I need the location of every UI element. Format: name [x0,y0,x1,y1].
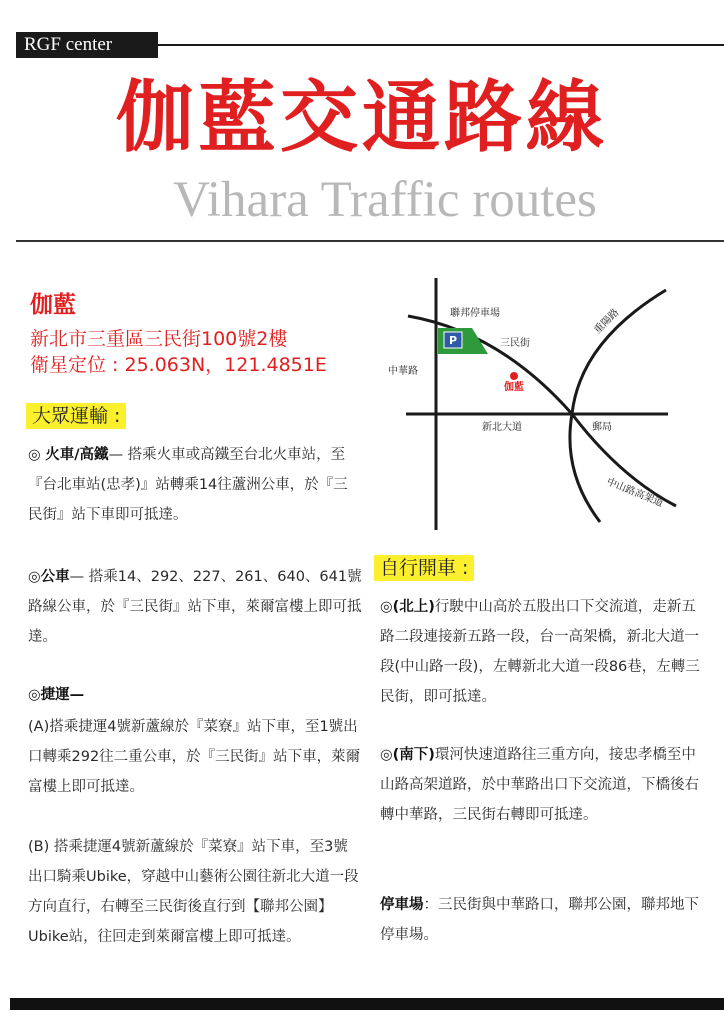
location-gps: 衛星定位 : 25.063N，121.4851E [30,354,327,376]
north-text: 行駛中山高於五股出口下交流道，走新五路二段連接新五路一段，台一高架橋，新北大道一段(中山路一段)，左轉新北大道一段86巷，左轉三民街，即可抵達。 [380,599,700,705]
vihara-marker-icon [510,372,518,380]
location-address: 新北市三重區三民街100號2樓 [30,328,288,350]
public-transport-heading [26,404,126,428]
driving-heading [374,556,474,580]
driving-north [380,592,706,712]
parking-text: ：三民街與中華路口，聯邦公園，聯邦地下停車場。 [380,897,699,943]
north-label: (北上) [392,599,435,615]
south-label: (南下) [392,747,435,763]
top-divider [16,240,724,242]
map-label-parking-lot: 聯邦停車場 [450,308,500,319]
bullet-icon: ◎ [28,569,41,585]
parking-label: 停車場 [380,897,424,913]
map-label-chongyang: 重陽路 [592,307,622,337]
bullet-icon: ◎ [380,599,393,615]
map-label-vihara: 伽藍 [504,382,524,393]
header-tag: RGF center [16,32,158,58]
bus-text: — 搭乘14、292、227、261、640、641號路線公車，於『三民街』站下車，萊爾富樓上即可抵達。 [28,569,362,645]
route-map [380,272,680,530]
driving-heading-text: 自行開車 : [374,555,474,581]
page-subtitle: Vihara Traffic routes [173,172,597,228]
mrt-heading [28,680,362,710]
mrt-dash: — [69,687,85,703]
train-text: — 搭乘火車或高鐵至台北火車站，至『台北車站(忠孝)』站轉乘14往蘆洲公車，於『三民街』站下車即可抵達。 [28,447,348,523]
bus-info [28,562,362,652]
bus-label: 公車 [40,569,70,585]
location-name: 伽藍 [30,292,76,318]
map-label-post: 郵局 [592,422,612,433]
map-label-zhongshan: 中山路高架道 [604,476,665,510]
driving-south [380,740,706,830]
parking-sign: P [448,334,458,347]
page-title: 伽藍交通路線 [115,72,608,163]
mrt-label: 捷運 [40,687,70,703]
public-transport-heading-text: 大眾運輸 : [26,403,126,429]
bullet-icon: ◎ [380,747,393,763]
south-text: 環河快速道路往三重方向，接忠孝橋至中山路高架道路，於中華路出口下交流道，下橋後右轉中華路，三民街右轉即可抵達。 [380,747,699,823]
map-label-zhonghua: 中華路 [388,366,418,377]
train-info [28,440,362,530]
mrt-option-a: (A)搭乘捷運4號新蘆線於『菜寮』站下車，至1號出口轉乘292往二重公車，於『三民街』站下車，萊爾富樓上即可抵達。 [28,719,361,795]
train-label: 火車/高鐵 [45,447,109,463]
bullet-icon: ◎ [28,687,41,703]
parking-info [380,890,706,950]
bullet-icon: ◎ [28,447,46,463]
map-label-sanmin: 三民街 [500,338,530,349]
bottom-bar [10,998,724,1010]
header-divider [158,44,724,46]
map-label-xinbei: 新北大道 [482,422,522,433]
mrt-option-b: (B) 搭乘捷運4號新蘆線於『菜寮』站下車，至3號出口騎乘Ubike，穿越中山藝術公園往新北大道一段方向直行，右轉至三民街後直行到【聯邦公園】Ubike站，往回走到萊爾富樓上即可抵達。 [28,839,359,945]
